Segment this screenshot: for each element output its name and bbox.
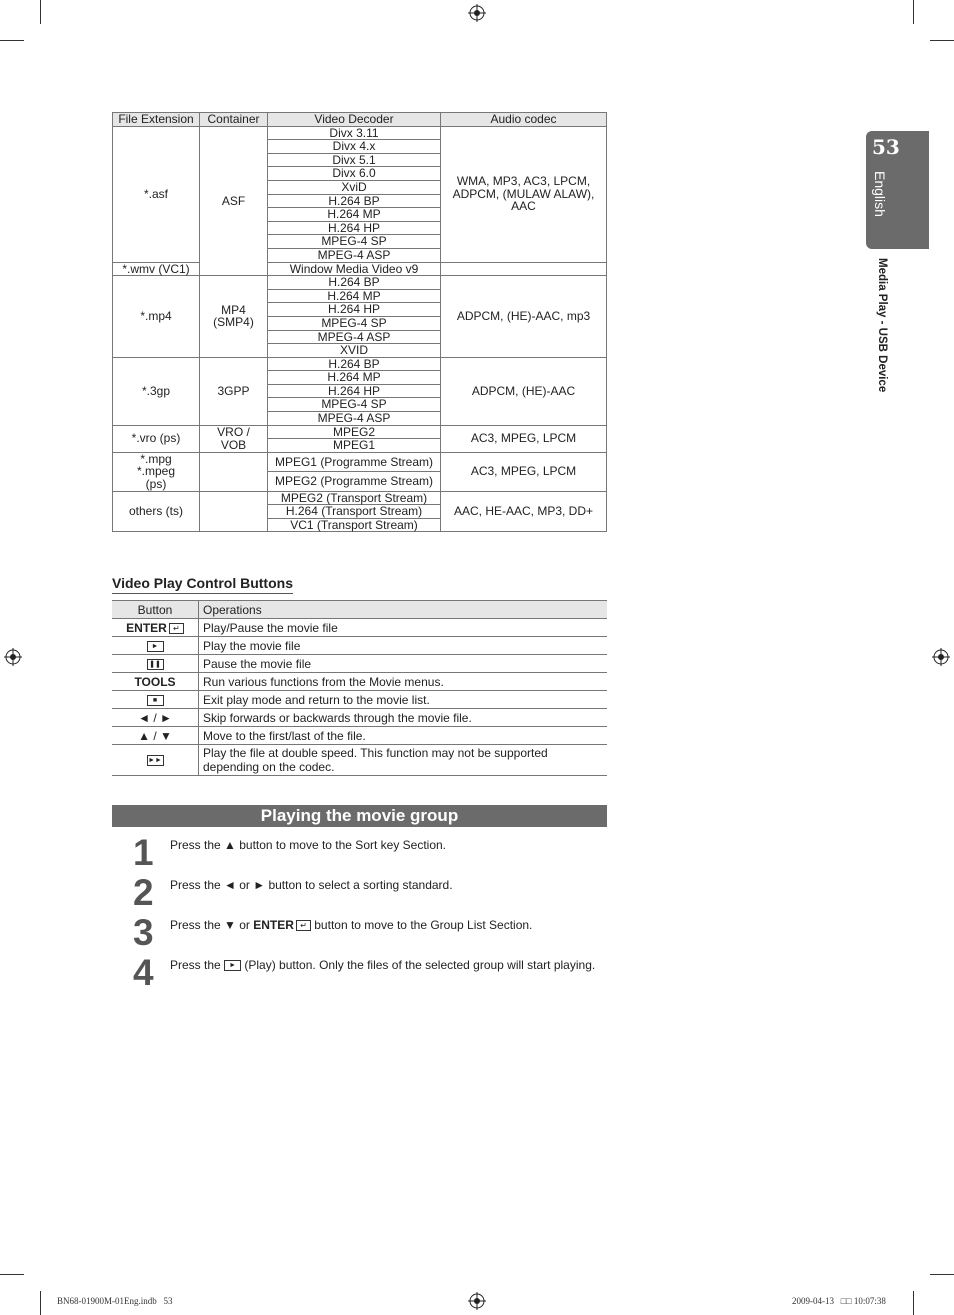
step-number: 3: [133, 912, 154, 953]
button-cell: [112, 619, 199, 637]
table-row: [113, 357, 607, 371]
container: ASF: [200, 126, 268, 276]
table-row: [113, 491, 607, 505]
enter-label: ENTER: [126, 620, 167, 635]
step-text-part: button to move to the Group List Section.: [310, 918, 533, 932]
video-decoder: H.264 MP: [268, 208, 441, 222]
language-label: English: [872, 171, 888, 217]
crop-mark: [930, 40, 954, 41]
audio-codec: [441, 262, 607, 276]
table-row: [113, 452, 607, 471]
registration-mark-icon: [4, 648, 22, 666]
audio-codec: AC3, MPEG, LPCM: [441, 425, 607, 452]
video-decoder: MPEG-4 SP: [268, 316, 441, 330]
audio-codec: ADPCM, (HE)-AAC, mp3: [441, 276, 607, 358]
step-number: 2: [133, 872, 154, 913]
video-decoder: H.264 BP: [268, 194, 441, 208]
registration-mark-icon: [932, 648, 950, 666]
step-item: [133, 833, 613, 873]
video-decoder: H.264 HP: [268, 221, 441, 235]
container: VRO / VOB: [200, 425, 268, 452]
step-text-part: Press the ▼ or: [170, 918, 254, 932]
video-decoder: Window Media Video v9: [268, 262, 441, 276]
table-row: [112, 619, 607, 637]
step-text-part: (Play) button. Only the files of the selected group will start playing.: [241, 958, 596, 972]
video-decoder: XVID: [268, 344, 441, 358]
control-buttons-heading: Video Play Control Buttons: [112, 575, 293, 594]
container: MP4 (SMP4): [200, 276, 268, 358]
stop-icon: ■: [147, 695, 164, 706]
table-row: [113, 126, 607, 140]
file-extension: *.3gp: [113, 357, 200, 425]
control-buttons-table: [112, 600, 607, 776]
enter-label: ENTER: [253, 918, 294, 932]
video-decoder: VC1 (Transport Stream): [268, 518, 441, 532]
enter-icon: ↵: [296, 920, 311, 931]
crop-mark: [40, 0, 41, 24]
step-number: 4: [133, 952, 154, 993]
table-row: [113, 425, 607, 439]
play-icon: ►: [147, 641, 164, 652]
button-cell: [112, 691, 199, 709]
video-decoder: MPEG-4 ASP: [268, 248, 441, 262]
section-label: Media Play - USB Device: [876, 258, 888, 393]
container: [200, 491, 268, 532]
movie-group-title: Playing the movie group: [112, 805, 607, 827]
button-cell: [112, 673, 199, 691]
video-decoder: H.264 HP: [268, 384, 441, 398]
fast-forward-icon: ►►: [148, 757, 162, 765]
footer-timestamp: 2009-04-13 □□ 10:07:38: [792, 1296, 886, 1306]
video-decoder: Divx 3.11: [268, 126, 441, 140]
audio-codec: ADPCM, (HE)-AAC: [441, 357, 607, 425]
crop-mark: [40, 1291, 41, 1315]
table-row: [113, 276, 607, 290]
footer-file-info: BN68-01900M-01Eng.indb 53: [57, 1296, 173, 1306]
operation-text: Play/Pause the movie file: [199, 619, 608, 637]
registration-mark-icon: [468, 4, 486, 22]
video-decoder: MPEG2 (Transport Stream): [268, 491, 441, 505]
step-text-part: Press the: [170, 958, 225, 972]
pause-icon: ❚❚: [147, 659, 164, 670]
container: 3GPP: [200, 357, 268, 425]
file-extension: others (ts): [113, 491, 200, 532]
enter-icon: ↵: [169, 623, 184, 634]
step-text: Press the ▲ button to move to the Sort key Section.: [170, 838, 447, 852]
table-row: [112, 637, 607, 655]
audio-codec: AC3, MPEG, LPCM: [441, 452, 607, 491]
registration-mark-icon: [468, 1292, 486, 1310]
video-decoder: Divx 4.x: [268, 140, 441, 154]
table-row: [113, 262, 607, 276]
table-row: [112, 709, 607, 727]
play-icon: ►: [224, 960, 241, 971]
video-decoder: MPEG-4 SP: [268, 235, 441, 249]
table-header-row: [112, 601, 607, 619]
left-right-arrows-icon: ◄ / ►: [112, 709, 199, 727]
tools-label: TOOLS: [134, 674, 176, 689]
operation-text: Run various functions from the Movie menus.: [199, 673, 608, 691]
video-decoder: H.264 HP: [268, 303, 441, 317]
operation-text: Play the movie file: [199, 637, 608, 655]
video-decoder: MPEG-4 ASP: [268, 330, 441, 344]
video-decoder: MPEG1: [268, 439, 441, 453]
table-row: [112, 655, 607, 673]
operation-text: Skip forwards or backwards through the movie file.: [199, 709, 608, 727]
video-decoder: XviD: [268, 180, 441, 194]
column-header: Video Decoder: [268, 113, 441, 127]
operation-text: Pause the movie file: [199, 655, 608, 673]
table-header-row: [113, 113, 607, 127]
container: [200, 452, 268, 491]
file-extension: *.mpg *.mpeg (ps): [113, 452, 200, 491]
audio-codec: WMA, MP3, AC3, LPCM, ADPCM, (MULAW ALAW), AAC: [441, 126, 607, 262]
table-row: [112, 727, 607, 745]
video-decoder: H.264 MP: [268, 371, 441, 385]
video-decoder: H.264 BP: [268, 276, 441, 290]
operation-text: Move to the first/last of the file.: [199, 727, 608, 745]
video-decoder: Divx 6.0: [268, 167, 441, 181]
video-decoder: H.264 (Transport Stream): [268, 505, 441, 519]
video-decoder: MPEG2 (Programme Stream): [268, 472, 441, 491]
column-header: Container: [200, 113, 268, 127]
operation-text: Play the file at double speed. This function may not be supported depending on the codec.: [199, 745, 608, 776]
column-header: Audio codec: [441, 113, 607, 127]
file-extension: *.vro (ps): [113, 425, 200, 452]
page-tab: [866, 131, 929, 249]
column-header: Operations: [199, 601, 608, 619]
button-cell: [112, 655, 199, 673]
video-decoder: MPEG2: [268, 425, 441, 439]
crop-mark: [913, 1291, 914, 1315]
step-number: 1: [133, 832, 154, 873]
step-item: [133, 913, 613, 953]
crop-mark: [930, 1274, 954, 1275]
step-text: [170, 957, 595, 973]
step-item: [133, 953, 613, 993]
crop-mark: [0, 40, 24, 41]
button-cell: [112, 745, 199, 776]
table-row: [112, 691, 607, 709]
crop-mark: [913, 0, 914, 24]
video-decoder: MPEG-4 ASP: [268, 412, 441, 426]
up-down-arrows-icon: ▲ / ▼: [112, 727, 199, 745]
codec-table: [112, 112, 607, 532]
step-text: Press the ◄ or ► button to select a sorting standard.: [170, 878, 453, 892]
table-row: [112, 745, 607, 776]
video-decoder: MPEG1 (Programme Stream): [268, 452, 441, 471]
video-decoder: Divx 5.1: [268, 153, 441, 167]
column-header: File Extension: [113, 113, 200, 127]
crop-mark: [0, 1274, 24, 1275]
step-text: [170, 917, 532, 933]
column-header: Button: [112, 601, 199, 619]
page-number: 53: [872, 135, 900, 159]
video-decoder: H.264 MP: [268, 289, 441, 303]
table-row: [112, 673, 607, 691]
video-decoder: MPEG-4 SP: [268, 398, 441, 412]
file-extension: *.wmv (VC1): [113, 262, 200, 276]
audio-codec: AAC, HE-AAC, MP3, DD+: [441, 491, 607, 532]
step-item: [133, 873, 613, 913]
button-cell: [112, 637, 199, 655]
file-extension: *.asf: [113, 126, 200, 262]
file-extension: *.mp4: [113, 276, 200, 358]
video-decoder: H.264 BP: [268, 357, 441, 371]
operation-text: Exit play mode and return to the movie list.: [199, 691, 608, 709]
